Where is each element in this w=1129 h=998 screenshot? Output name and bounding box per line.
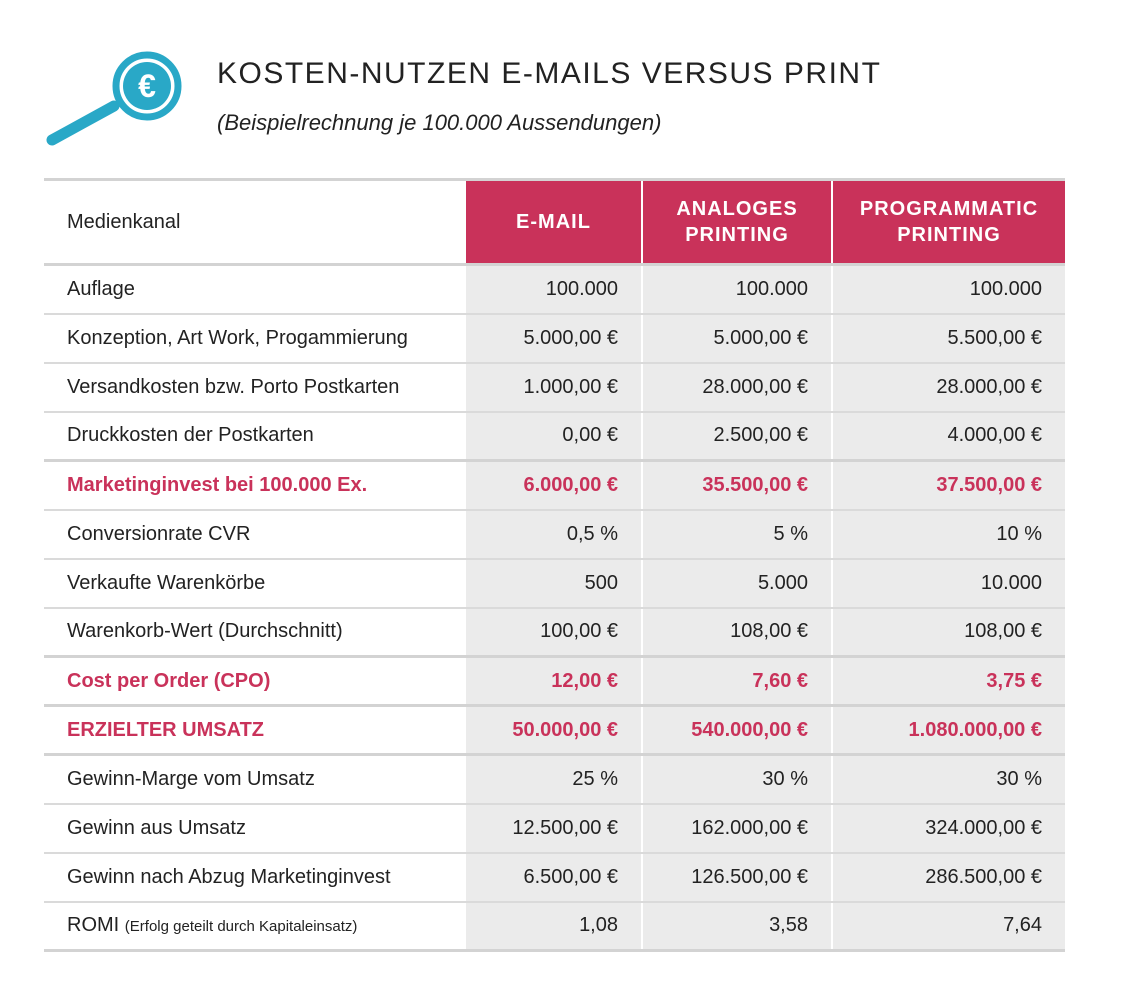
email-value: 1.000,00 € — [465, 363, 642, 412]
programmatic-value: 10 % — [832, 510, 1065, 559]
table-row — [44, 363, 1065, 412]
analog-value: 35.500,00 € — [642, 461, 832, 510]
page-subtitle: (Beispielrechnung je 100.000 Aussendungen) — [217, 110, 662, 135]
table-row-highlight — [44, 461, 1065, 510]
table-row — [44, 608, 1065, 657]
column-header-analog — [642, 180, 832, 265]
programmatic-value: 108,00 € — [832, 608, 1065, 657]
analog-value: 162.000,00 € — [642, 804, 832, 853]
row-label: Gewinn-Marge vom Umsatz — [44, 755, 465, 804]
email-value: 25 % — [465, 755, 642, 804]
cost-comparison-table — [44, 178, 1065, 952]
row-label: Gewinn aus Umsatz — [44, 804, 465, 853]
email-value: 100.000 — [465, 265, 642, 314]
row-label: Cost per Order (CPO) — [44, 657, 465, 706]
row-label: Warenkorb-Wert (Durchschnitt) — [44, 608, 465, 657]
email-value: 5.000,00 € — [465, 314, 642, 363]
table-row-highlight — [44, 706, 1065, 755]
analog-value: 5.000,00 € — [642, 314, 832, 363]
row-label: Verkaufte Warenkörbe — [44, 559, 465, 608]
analog-value: 30 % — [642, 755, 832, 804]
table-row — [44, 755, 1065, 804]
column-header-label: Medienkanal — [67, 211, 181, 233]
programmatic-value: 28.000,00 € — [832, 363, 1065, 412]
analog-value: 7,60 € — [642, 657, 832, 706]
programmatic-value: 30 % — [832, 755, 1065, 804]
analog-value: 108,00 € — [642, 608, 832, 657]
row-label: Druckkosten der Postkarten — [44, 412, 465, 461]
programmatic-value: 286.500,00 € — [832, 853, 1065, 902]
table-row — [44, 412, 1065, 461]
analog-value: 540.000,00 € — [642, 706, 832, 755]
analog-value: 3,58 — [642, 902, 832, 951]
row-label: ROMI — [67, 914, 120, 937]
table-row — [44, 265, 1065, 314]
table-row — [44, 559, 1065, 608]
column-header-label-line2: PRINTING — [685, 224, 789, 246]
row-label: Marketinginvest bei 100.000 Ex. — [44, 461, 465, 510]
analog-value: 28.000,00 € — [642, 363, 832, 412]
email-value: 6.500,00 € — [465, 853, 642, 902]
programmatic-value: 7,64 — [832, 902, 1065, 951]
page-title: KOSTEN-NUTZEN E-MAILS VERSUS PRINT — [217, 57, 882, 90]
email-value: 12,00 € — [465, 657, 642, 706]
email-value: 1,08 — [465, 902, 642, 951]
analog-value: 100.000 — [642, 265, 832, 314]
programmatic-value: 100.000 — [832, 265, 1065, 314]
header — [0, 0, 1129, 175]
row-label: Gewinn nach Abzug Marketinginvest — [44, 853, 465, 902]
table-row — [44, 853, 1065, 902]
email-value: 100,00 € — [465, 608, 642, 657]
analog-value: 5.000 — [642, 559, 832, 608]
email-value: 12.500,00 € — [465, 804, 642, 853]
row-label: ERZIELTER UMSATZ — [44, 706, 465, 755]
programmatic-value: 3,75 € — [832, 657, 1065, 706]
table-row — [44, 804, 1065, 853]
programmatic-value: 324.000,00 € — [832, 804, 1065, 853]
column-header-email — [465, 180, 642, 265]
table-row — [44, 902, 1065, 951]
row-label: Auflage — [44, 265, 465, 314]
euro-symbol: € — [138, 68, 156, 104]
email-value: 0,00 € — [465, 412, 642, 461]
row-label: Versandkosten bzw. Porto Postkarten — [44, 363, 465, 412]
analog-value: 126.500,00 € — [642, 853, 832, 902]
email-value: 0,5 % — [465, 510, 642, 559]
analog-value: 5 % — [642, 510, 832, 559]
table-header-row — [44, 180, 1065, 265]
email-value: 500 — [465, 559, 642, 608]
table-row-highlight — [44, 657, 1065, 706]
programmatic-value: 5.500,00 € — [832, 314, 1065, 363]
column-header-label-line2: PRINTING — [897, 224, 1001, 246]
analog-value: 2.500,00 € — [642, 412, 832, 461]
column-header-label: E-MAIL — [516, 211, 591, 233]
programmatic-value: 1.080.000,00 € — [832, 706, 1065, 755]
column-header-label-line1: ANALOGES — [676, 198, 798, 220]
programmatic-value: 4.000,00 € — [832, 412, 1065, 461]
email-value: 6.000,00 € — [465, 461, 642, 510]
table-row — [44, 314, 1065, 363]
row-label-romi — [44, 902, 465, 951]
row-label: Conversionrate CVR — [44, 510, 465, 559]
column-header-programmatic — [832, 180, 1065, 265]
row-label-note: (Erfolg geteilt durch Kapitaleinsatz) — [124, 918, 358, 936]
column-header-label-line1: PROGRAMMATIC — [859, 198, 1039, 220]
email-value: 50.000,00 € — [465, 706, 642, 755]
magnifier-euro-icon — [44, 48, 189, 153]
row-label: Konzeption, Art Work, Progammierung — [44, 314, 465, 363]
table-row — [44, 510, 1065, 559]
programmatic-value: 10.000 — [832, 559, 1065, 608]
column-header-medienkanal — [44, 180, 465, 265]
programmatic-value: 37.500,00 € — [832, 461, 1065, 510]
